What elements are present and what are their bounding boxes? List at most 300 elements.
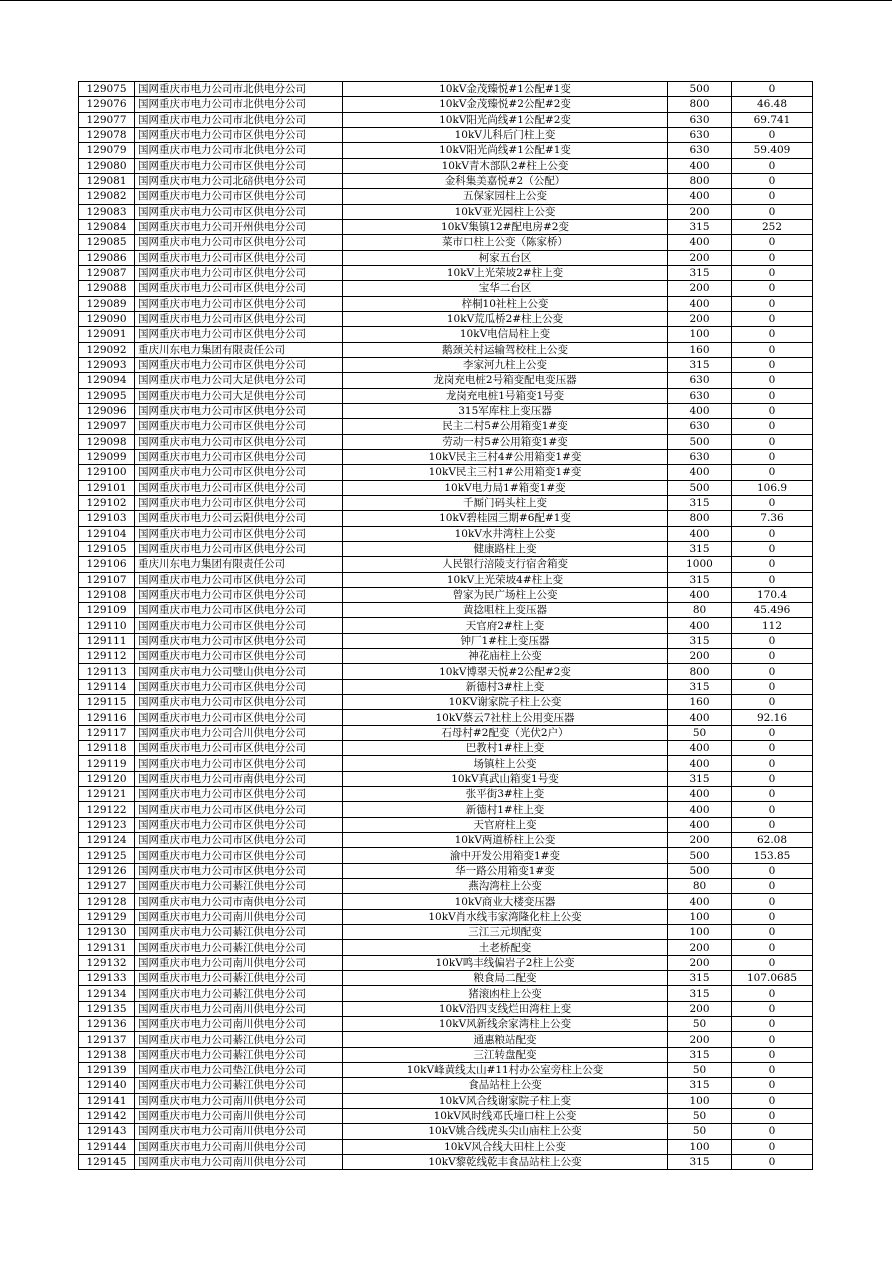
table-row: [79, 771, 813, 786]
transformer-name-cell: 黄捻咀柱上变压器: [343, 603, 668, 618]
row-id-cell: 129116: [79, 710, 135, 725]
transformer-name-cell: 劳动一村5#公用箱变1#变: [343, 434, 668, 449]
value-cell: 0: [732, 281, 813, 296]
row-id-cell: 129117: [79, 725, 135, 740]
transformer-name-cell: 神花庙柱上公变: [343, 649, 668, 664]
row-id-cell: 129098: [79, 434, 135, 449]
transformer-name-cell: 华一路公用箱变1#变: [343, 863, 668, 878]
row-id-cell: 129091: [79, 327, 135, 342]
company-cell: 国网重庆市电力公司綦江供电分公司: [135, 971, 343, 986]
capacity-cell: 200: [668, 1032, 732, 1047]
transformer-table: [78, 81, 813, 1170]
company-cell: 国网重庆市电力公司垫江供电分公司: [135, 1063, 343, 1078]
row-id-cell: 129086: [79, 250, 135, 265]
value-cell: 0: [732, 127, 813, 142]
capacity-cell: 500: [668, 480, 732, 495]
company-cell: 国网重庆市电力公司南川供电分公司: [135, 1001, 343, 1016]
capacity-cell: 400: [668, 710, 732, 725]
transformer-name-cell: 天官府柱上变: [343, 817, 668, 832]
transformer-name-cell: 10kV水井湾柱上公变: [343, 526, 668, 541]
value-cell: 7.36: [732, 511, 813, 526]
row-id-cell: 129084: [79, 219, 135, 234]
table-row: [79, 618, 813, 633]
transformer-name-cell: 巴教村1#柱上变: [343, 741, 668, 756]
row-id-cell: 129083: [79, 204, 135, 219]
table-row: [79, 587, 813, 602]
company-cell: 国网重庆市电力公司南川供电分公司: [135, 909, 343, 924]
transformer-name-cell: 五保家园柱上公变: [343, 189, 668, 204]
capacity-cell: 400: [668, 526, 732, 541]
capacity-cell: 630: [668, 143, 732, 158]
row-id-cell: 129096: [79, 403, 135, 418]
table-row: [79, 1032, 813, 1047]
table-row: [79, 909, 813, 924]
row-id-cell: 129124: [79, 833, 135, 848]
transformer-name-cell: 10kV电力局1#箱变1#变: [343, 480, 668, 495]
value-cell: 0: [732, 1078, 813, 1093]
row-id-cell: 129097: [79, 419, 135, 434]
value-cell: 0: [732, 664, 813, 679]
transformer-name-cell: 10kV集镇12#配电房#2变: [343, 219, 668, 234]
capacity-cell: 400: [668, 787, 732, 802]
transformer-name-cell: 天官府2#柱上变: [343, 618, 668, 633]
transformer-name-cell: 10kV黎乾线乾丰食品站柱上公变: [343, 1154, 668, 1169]
table-row: [79, 863, 813, 878]
company-cell: 国网重庆市电力公司市区供电分公司: [135, 863, 343, 878]
capacity-cell: 400: [668, 296, 732, 311]
table-row: [79, 434, 813, 449]
row-id-cell: 129129: [79, 909, 135, 924]
transformer-name-cell: 10kV金茂臻悦#2公配#2变: [343, 97, 668, 112]
capacity-cell: 200: [668, 649, 732, 664]
transformer-name-cell: 李家河九柱上公变: [343, 357, 668, 372]
company-cell: 国网重庆市电力公司南川供电分公司: [135, 1154, 343, 1169]
value-cell: 0: [732, 327, 813, 342]
transformer-name-cell: 千厮门码头柱上变: [343, 495, 668, 510]
capacity-cell: 200: [668, 204, 732, 219]
table-row: [79, 127, 813, 142]
row-id-cell: 129080: [79, 158, 135, 173]
capacity-cell: 630: [668, 127, 732, 142]
transformer-name-cell: 燕沟湾柱上公变: [343, 879, 668, 894]
value-cell: 0: [732, 1139, 813, 1154]
value-cell: 0: [732, 986, 813, 1001]
capacity-cell: 800: [668, 97, 732, 112]
capacity-cell: 315: [668, 633, 732, 648]
company-cell: 国网重庆市电力公司市区供电分公司: [135, 434, 343, 449]
capacity-cell: 315: [668, 1047, 732, 1062]
capacity-cell: 200: [668, 1001, 732, 1016]
value-cell: 0: [732, 1063, 813, 1078]
company-cell: 国网重庆市电力公司綦江供电分公司: [135, 879, 343, 894]
company-cell: 国网重庆市电力公司南川供电分公司: [135, 1093, 343, 1108]
row-id-cell: 129095: [79, 388, 135, 403]
capacity-cell: 100: [668, 925, 732, 940]
company-cell: 国网重庆市电力公司市区供电分公司: [135, 311, 343, 326]
transformer-name-cell: 梓桐10社柱上公变: [343, 296, 668, 311]
row-id-cell: 129087: [79, 265, 135, 280]
value-cell: 0: [732, 388, 813, 403]
row-id-cell: 129126: [79, 863, 135, 878]
value-cell: 0: [732, 725, 813, 740]
company-cell: 国网重庆市电力公司市区供电分公司: [135, 480, 343, 495]
row-id-cell: 129089: [79, 296, 135, 311]
table-row: [79, 388, 813, 403]
transformer-name-cell: 10kV青木部队2#柱上公变: [343, 158, 668, 173]
capacity-cell: 315: [668, 357, 732, 372]
value-cell: 0: [732, 342, 813, 357]
value-cell: 0: [732, 679, 813, 694]
transformer-name-cell: 食品站柱上公变: [343, 1078, 668, 1093]
company-cell: 国网重庆市电力公司市区供电分公司: [135, 235, 343, 250]
company-cell: 国网重庆市电力公司南川供电分公司: [135, 955, 343, 970]
capacity-cell: 315: [668, 971, 732, 986]
company-cell: 国网重庆市电力公司市区供电分公司: [135, 204, 343, 219]
table-row: [79, 342, 813, 357]
value-cell: 0: [732, 894, 813, 909]
row-id-cell: 129144: [79, 1139, 135, 1154]
row-id-cell: 129081: [79, 173, 135, 188]
capacity-cell: 100: [668, 1093, 732, 1108]
transformer-name-cell: 人民银行涪陵支行宿舍箱变: [343, 557, 668, 572]
value-cell: 0: [732, 250, 813, 265]
company-cell: 国网重庆市电力公司南川供电分公司: [135, 1124, 343, 1139]
transformer-name-cell: 猪滚凼柱上公变: [343, 986, 668, 1001]
value-cell: 0: [732, 802, 813, 817]
value-cell: 0: [732, 633, 813, 648]
row-id-cell: 129108: [79, 587, 135, 602]
value-cell: 0: [732, 158, 813, 173]
table-row: [79, 787, 813, 802]
value-cell: 0: [732, 863, 813, 878]
transformer-name-cell: 新德村1#柱上变: [343, 802, 668, 817]
value-cell: 0: [732, 357, 813, 372]
company-cell: 国网重庆市电力公司市区供电分公司: [135, 296, 343, 311]
transformer-name-cell: 龙岗充电桩2号箱变配电变压器: [343, 373, 668, 388]
row-id-cell: 129132: [79, 955, 135, 970]
company-cell: 国网重庆市电力公司市区供电分公司: [135, 327, 343, 342]
transformer-name-cell: 10kV风新线余家湾柱上公变: [343, 1017, 668, 1032]
company-cell: 国网重庆市电力公司市区供电分公司: [135, 587, 343, 602]
capacity-cell: 1000: [668, 557, 732, 572]
row-id-cell: 129107: [79, 572, 135, 587]
value-cell: 92.16: [732, 710, 813, 725]
table-row: [79, 419, 813, 434]
company-cell: 国网重庆市电力公司市南供电分公司: [135, 771, 343, 786]
value-cell: 0: [732, 909, 813, 924]
capacity-cell: 400: [668, 235, 732, 250]
value-cell: 45.496: [732, 603, 813, 618]
capacity-cell: 400: [668, 158, 732, 173]
table-row: [79, 1108, 813, 1123]
table-row: [79, 449, 813, 464]
value-cell: 0: [732, 741, 813, 756]
row-id-cell: 129101: [79, 480, 135, 495]
capacity-cell: 200: [668, 940, 732, 955]
capacity-cell: 315: [668, 1154, 732, 1169]
capacity-cell: 500: [668, 863, 732, 878]
capacity-cell: 315: [668, 219, 732, 234]
company-cell: 国网重庆市电力公司市区供电分公司: [135, 495, 343, 510]
transformer-name-cell: 10kV上光荣坡4#柱上变: [343, 572, 668, 587]
row-id-cell: 129137: [79, 1032, 135, 1047]
capacity-cell: 315: [668, 986, 732, 1001]
company-cell: 国网重庆市电力公司綦江供电分公司: [135, 1078, 343, 1093]
row-id-cell: 129092: [79, 342, 135, 357]
row-id-cell: 129078: [79, 127, 135, 142]
capacity-cell: 315: [668, 1078, 732, 1093]
value-cell: 0: [732, 557, 813, 572]
transformer-name-cell: 10kV鸣丰线偏岩子2柱上公变: [343, 955, 668, 970]
value-cell: 0: [732, 465, 813, 480]
table-row: [79, 158, 813, 173]
value-cell: 0: [732, 403, 813, 418]
capacity-cell: 400: [668, 756, 732, 771]
row-id-cell: 129075: [79, 82, 135, 97]
row-id-cell: 129122: [79, 802, 135, 817]
value-cell: 0: [732, 311, 813, 326]
table-row: [79, 925, 813, 940]
transformer-name-cell: 10kV碧桂园三期#6配#1变: [343, 511, 668, 526]
transformer-name-cell: 石母村#2配变（光伏2户）: [343, 725, 668, 740]
company-cell: 国网重庆市电力公司市北供电分公司: [135, 143, 343, 158]
transformer-name-cell: 曾家为民广场柱上公变: [343, 587, 668, 602]
row-id-cell: 129076: [79, 97, 135, 112]
value-cell: 46.48: [732, 97, 813, 112]
value-cell: 170.4: [732, 587, 813, 602]
table-row: [79, 1047, 813, 1062]
row-id-cell: 129109: [79, 603, 135, 618]
company-cell: 国网重庆市电力公司市区供电分公司: [135, 449, 343, 464]
capacity-cell: 200: [668, 955, 732, 970]
value-cell: 0: [732, 940, 813, 955]
row-id-cell: 129131: [79, 940, 135, 955]
value-cell: 0: [732, 649, 813, 664]
row-id-cell: 129112: [79, 649, 135, 664]
capacity-cell: 50: [668, 725, 732, 740]
capacity-cell: 315: [668, 771, 732, 786]
table-row: [79, 511, 813, 526]
transformer-name-cell: 宝华二台区: [343, 281, 668, 296]
value-cell: 0: [732, 526, 813, 541]
transformer-name-cell: 10kV阳光尚线#1公配#1变: [343, 143, 668, 158]
capacity-cell: 50: [668, 1108, 732, 1123]
row-id-cell: 129099: [79, 449, 135, 464]
company-cell: 国网重庆市电力公司市区供电分公司: [135, 848, 343, 863]
row-id-cell: 129110: [79, 618, 135, 633]
transformer-name-cell: 菜市口柱上公变（陈家桥）: [343, 235, 668, 250]
row-id-cell: 129094: [79, 373, 135, 388]
value-cell: 0: [732, 771, 813, 786]
capacity-cell: 800: [668, 173, 732, 188]
value-cell: 0: [732, 955, 813, 970]
company-cell: 国网重庆市电力公司市区供电分公司: [135, 357, 343, 372]
value-cell: 107.0685: [732, 971, 813, 986]
company-cell: 国网重庆市电力公司市区供电分公司: [135, 833, 343, 848]
row-id-cell: 129111: [79, 633, 135, 648]
company-cell: 国网重庆市电力公司綦江供电分公司: [135, 940, 343, 955]
table-row: [79, 112, 813, 127]
table-row: [79, 541, 813, 556]
transformer-name-cell: 粮食局二配变: [343, 971, 668, 986]
row-id-cell: 129133: [79, 971, 135, 986]
row-id-cell: 129114: [79, 679, 135, 694]
company-cell: 国网重庆市电力公司市区供电分公司: [135, 710, 343, 725]
company-cell: 国网重庆市电力公司市区供电分公司: [135, 618, 343, 633]
transformer-name-cell: 柯家五台区: [343, 250, 668, 265]
row-id-cell: 129088: [79, 281, 135, 296]
table-row: [79, 695, 813, 710]
transformer-name-cell: 民主二村5#公用箱变1#变: [343, 419, 668, 434]
value-cell: 0: [732, 449, 813, 464]
transformer-name-cell: 张平街3#柱上变: [343, 787, 668, 802]
capacity-cell: 50: [668, 1017, 732, 1032]
transformer-name-cell: 10kV上光荣坡2#柱上变: [343, 265, 668, 280]
table-row: [79, 1124, 813, 1139]
capacity-cell: 200: [668, 311, 732, 326]
capacity-cell: 160: [668, 695, 732, 710]
table-row: [79, 817, 813, 832]
row-id-cell: 129120: [79, 771, 135, 786]
table-row: [79, 572, 813, 587]
transformer-name-cell: 10KV谢家院子柱上公变: [343, 695, 668, 710]
transformer-name-cell: 龙岗充电桩1号箱变1号变: [343, 388, 668, 403]
company-cell: 国网重庆市电力公司合川供电分公司: [135, 725, 343, 740]
value-cell: 106.9: [732, 480, 813, 495]
transformer-name-cell: 健康路柱上变: [343, 541, 668, 556]
company-cell: 国网重庆市电力公司市北供电分公司: [135, 112, 343, 127]
transformer-name-cell: 土老桥配变: [343, 940, 668, 955]
value-cell: 252: [732, 219, 813, 234]
company-cell: 国网重庆市电力公司南川供电分公司: [135, 1139, 343, 1154]
capacity-cell: 500: [668, 848, 732, 863]
table-row: [79, 97, 813, 112]
table-row: [79, 296, 813, 311]
capacity-cell: 400: [668, 587, 732, 602]
table-row: [79, 1063, 813, 1078]
page-top-border: [0, 0, 892, 1]
capacity-cell: 630: [668, 419, 732, 434]
company-cell: 国网重庆市电力公司市北供电分公司: [135, 97, 343, 112]
value-cell: 0: [732, 1032, 813, 1047]
table-row: [79, 986, 813, 1001]
company-cell: 国网重庆市电力公司市区供电分公司: [135, 189, 343, 204]
transformer-name-cell: 通惠粮站配变: [343, 1032, 668, 1047]
capacity-cell: 80: [668, 603, 732, 618]
capacity-cell: 400: [668, 802, 732, 817]
row-id-cell: 129121: [79, 787, 135, 802]
table-row: [79, 1093, 813, 1108]
table-row: [79, 143, 813, 158]
table-row: [79, 1154, 813, 1169]
value-cell: 0: [732, 1108, 813, 1123]
company-cell: 国网重庆市电力公司綦江供电分公司: [135, 925, 343, 940]
value-cell: 0: [732, 235, 813, 250]
table-row: [79, 756, 813, 771]
table-row: [79, 894, 813, 909]
row-id-cell: 129113: [79, 664, 135, 679]
capacity-cell: 400: [668, 817, 732, 832]
table-row: [79, 327, 813, 342]
capacity-cell: 315: [668, 572, 732, 587]
table-row: [79, 281, 813, 296]
company-cell: 国网重庆市电力公司市区供电分公司: [135, 695, 343, 710]
table-row: [79, 679, 813, 694]
company-cell: 国网重庆市电力公司市区供电分公司: [135, 158, 343, 173]
value-cell: 0: [732, 1047, 813, 1062]
transformer-name-cell: 新德村3#柱上变: [343, 679, 668, 694]
company-cell: 国网重庆市电力公司市北供电分公司: [135, 82, 343, 97]
transformer-name-cell: 鹅颈关村运输驾校柱上公变: [343, 342, 668, 357]
row-id-cell: 129143: [79, 1124, 135, 1139]
table-row: [79, 219, 813, 234]
transformer-name-cell: 10kV儿科后门柱上变: [343, 127, 668, 142]
capacity-cell: 400: [668, 403, 732, 418]
value-cell: 0: [732, 1001, 813, 1016]
value-cell: 0: [732, 572, 813, 587]
transformer-name-cell: 场镇柱上公变: [343, 756, 668, 771]
table-row: [79, 1139, 813, 1154]
table-row: [79, 189, 813, 204]
transformer-name-cell: 10kV肖水线韦家湾隆化柱上公变: [343, 909, 668, 924]
company-cell: 国网重庆市电力公司市区供电分公司: [135, 679, 343, 694]
company-cell: 国网重庆市电力公司市区供电分公司: [135, 419, 343, 434]
table-row: [79, 235, 813, 250]
transformer-name-cell: 10kV博翠天悦#2公配#2变: [343, 664, 668, 679]
table-row: [79, 557, 813, 572]
capacity-cell: 800: [668, 511, 732, 526]
value-cell: 0: [732, 1017, 813, 1032]
company-cell: 国网重庆市电力公司市区供电分公司: [135, 403, 343, 418]
row-id-cell: 129102: [79, 495, 135, 510]
table-row: [79, 82, 813, 97]
table-row: [79, 265, 813, 280]
table-row: [79, 1017, 813, 1032]
transformer-name-cell: 10kV峰黄线太山#11村办公室旁柱上公变: [343, 1063, 668, 1078]
value-cell: 0: [732, 495, 813, 510]
transformer-name-cell: 10kV电信局柱上变: [343, 327, 668, 342]
company-cell: 国网重庆市电力公司綦江供电分公司: [135, 986, 343, 1001]
capacity-cell: 315: [668, 265, 732, 280]
table-row: [79, 633, 813, 648]
capacity-cell: 50: [668, 1063, 732, 1078]
capacity-cell: 630: [668, 373, 732, 388]
company-cell: 国网重庆市电力公司市区供电分公司: [135, 633, 343, 648]
company-cell: 国网重庆市电力公司南川供电分公司: [135, 1108, 343, 1123]
company-cell: 国网重庆市电力公司市区供电分公司: [135, 250, 343, 265]
row-id-cell: 129103: [79, 511, 135, 526]
row-id-cell: 129135: [79, 1001, 135, 1016]
company-cell: 国网重庆市电力公司市区供电分公司: [135, 465, 343, 480]
table-row: [79, 311, 813, 326]
capacity-cell: 500: [668, 434, 732, 449]
capacity-cell: 200: [668, 281, 732, 296]
transformer-name-cell: 10kV蔡云7社柱上公用变压器: [343, 710, 668, 725]
transformer-name-cell: 三江转盘配变: [343, 1047, 668, 1062]
value-cell: 59.409: [732, 143, 813, 158]
row-id-cell: 129106: [79, 557, 135, 572]
row-id-cell: 129119: [79, 756, 135, 771]
table-row: [79, 403, 813, 418]
table-row: [79, 250, 813, 265]
value-cell: 0: [732, 756, 813, 771]
transformer-name-cell: 10kV两道桥柱上公变: [343, 833, 668, 848]
capacity-cell: 500: [668, 82, 732, 97]
row-id-cell: 129139: [79, 1063, 135, 1078]
capacity-cell: 315: [668, 495, 732, 510]
table-row: [79, 649, 813, 664]
table-row: [79, 971, 813, 986]
